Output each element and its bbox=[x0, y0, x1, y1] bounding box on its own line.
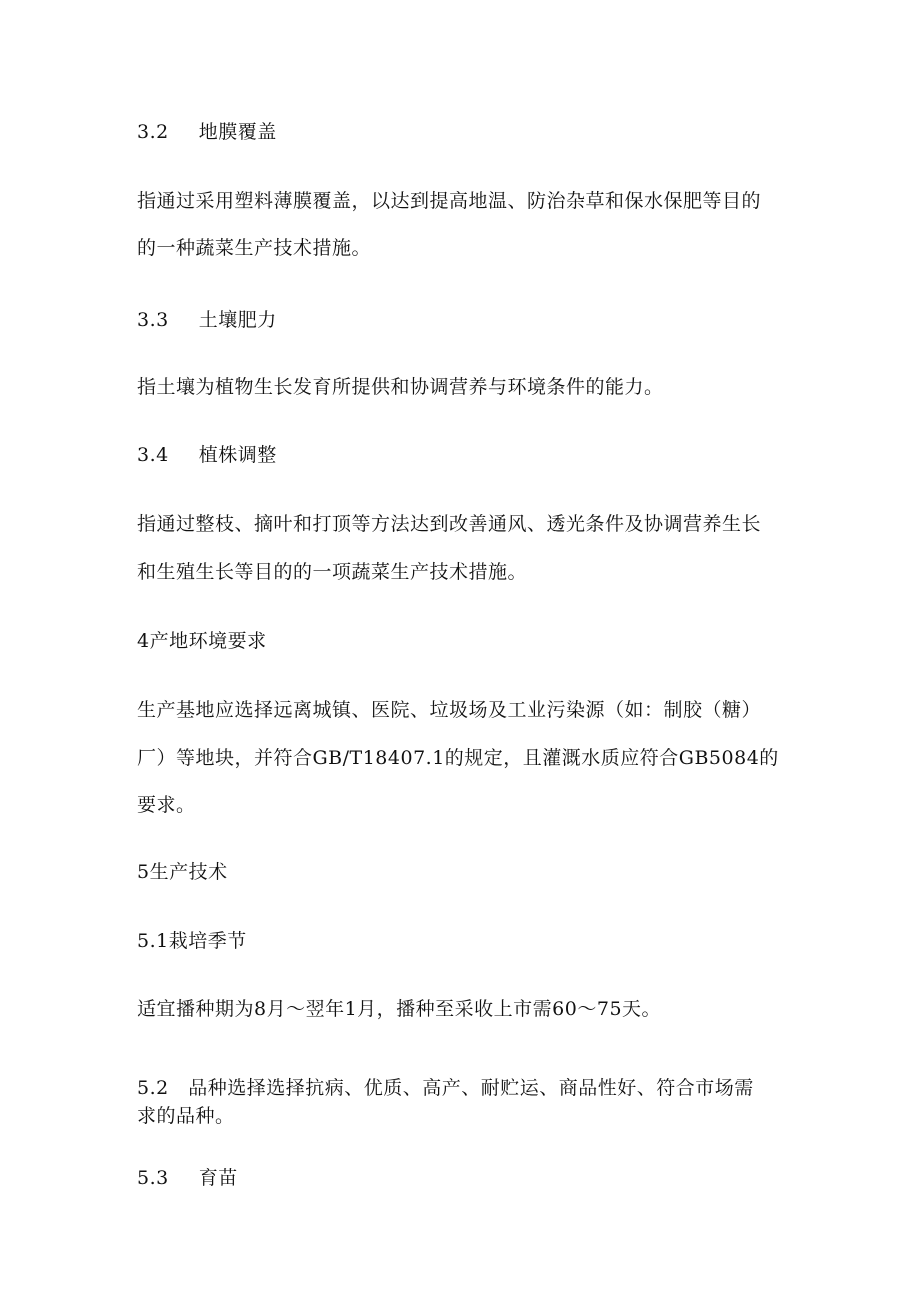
heading-3-2 bbox=[137, 120, 277, 144]
paragraph-3-4-line-1: 指通过整枝、摘叶和打顶等方法达到改善通风、透光条件及协调营养生长 bbox=[137, 513, 762, 535]
section-title: 育苗 bbox=[198, 1167, 238, 1189]
heading-5-3 bbox=[137, 1166, 238, 1190]
paragraph-3-3: 指土壤为植物生长发育所提供和协调营养与环境条件的能力。 bbox=[137, 376, 664, 398]
section-title: 地膜覆盖 bbox=[198, 121, 277, 143]
section-title: 土壤肥力 bbox=[198, 309, 277, 331]
paragraph-5-2-line-2: 求的品种。 bbox=[137, 1105, 235, 1127]
section-number: 5.3 bbox=[137, 1167, 169, 1189]
section-number: 3.3 bbox=[137, 309, 169, 331]
heading-3-3 bbox=[137, 308, 277, 332]
section-number: 3.2 bbox=[137, 121, 169, 143]
paragraph-5-1: 适宜播种期为8月～翌年1月，播种至采收上市需60～75天。 bbox=[137, 998, 662, 1020]
heading-4: 4产地环境要求 bbox=[137, 630, 267, 652]
paragraph-3-2-line-2: 的一种蔬菜生产技术措施。 bbox=[137, 237, 372, 259]
paragraph-4-line-1: 生产基地应选择远离城镇、医院、垃圾场及工业污染源（如：制胶（糖） bbox=[137, 699, 762, 721]
heading-5-1: 5.1栽培季节 bbox=[137, 930, 247, 952]
paragraph-3-2-line-1: 指通过采用塑料薄膜覆盖，以达到提高地温、防治杂草和保水保肥等目的 bbox=[137, 190, 762, 212]
heading-5: 5生产技术 bbox=[137, 861, 228, 883]
section-number: 3.4 bbox=[137, 444, 169, 466]
paragraph-4-line-3: 要求。 bbox=[137, 794, 196, 816]
heading-3-4 bbox=[137, 443, 277, 467]
paragraph-3-4-line-2: 和生殖生长等目的的一项蔬菜生产技术措施。 bbox=[137, 561, 528, 583]
paragraph-4-line-2: 厂）等地块，并符合GB/T18407.1的规定，且灌溉水质应符合GB5084的 bbox=[137, 747, 779, 769]
section-title: 植株调整 bbox=[198, 444, 277, 466]
paragraph-5-2-line-1: 5.2 品种选择选择抗病、优质、高产、耐贮运、商品性好、符合市场需 bbox=[137, 1077, 754, 1099]
